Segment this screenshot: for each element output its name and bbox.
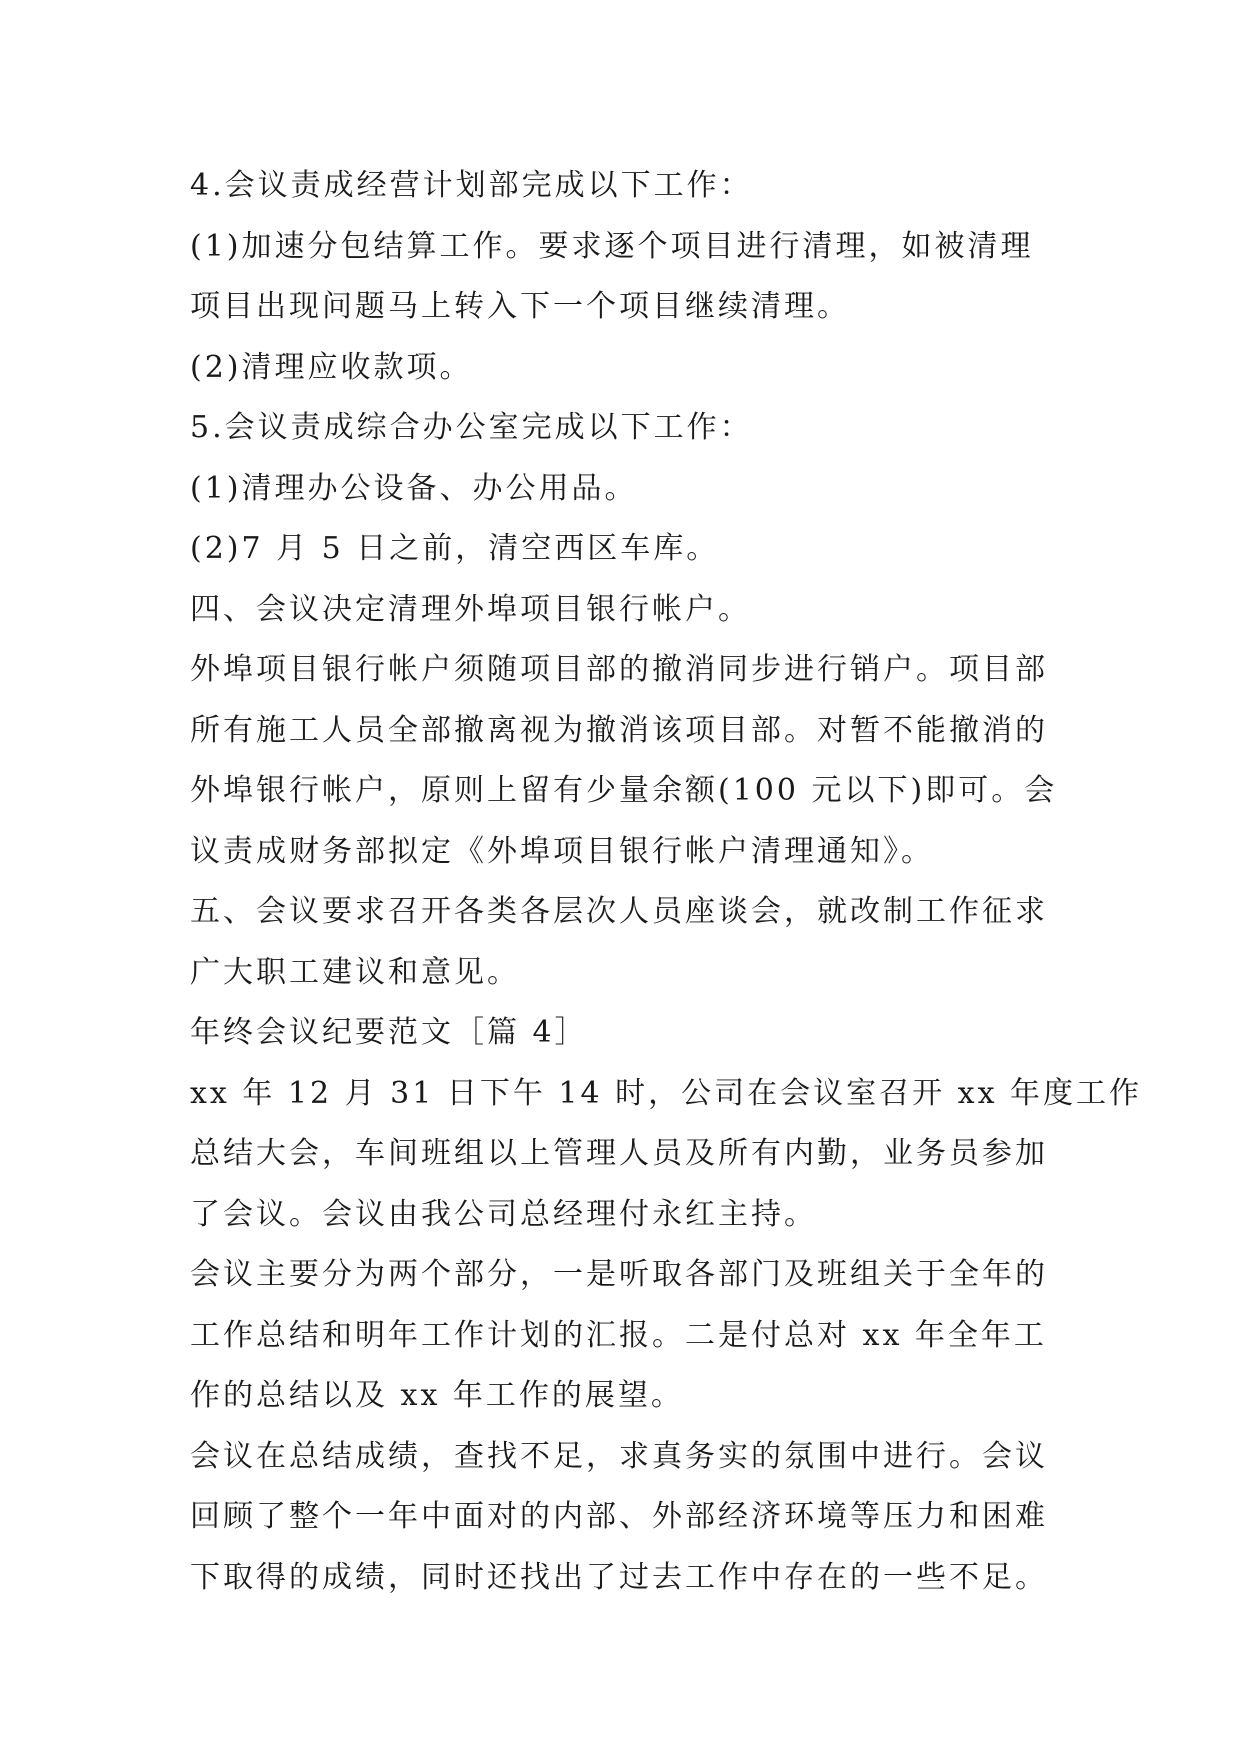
text-line: (2)清理应收款项。 xyxy=(190,349,473,385)
text-line: (2)7 月 5 日之前，清空西区车库。 xyxy=(190,531,720,566)
text-line: 会议在总结成绩，查找不足，求真务实的氛围中进行。会议 xyxy=(190,1438,1048,1474)
text-line: 项目出现问题马上转入下一个项目继续清理。 xyxy=(190,289,850,324)
text-line: 总结大会，车间班组以上管理人员及所有内勤，业务员参加 xyxy=(190,1136,1048,1171)
text-line: 外埠项目银行帐户须随项目部的撤消同步进行销户。项目部 xyxy=(190,652,1048,687)
text-line: 4.会议责成经营计划部完成以下工作： xyxy=(190,168,753,203)
text-line: 了会议。会议由我公司总经理付永红主持。 xyxy=(190,1196,817,1232)
document-body xyxy=(190,156,1143,1608)
text-line: (1)清理办公设备、办公用品。 xyxy=(190,470,638,506)
article-title: 年终会议纪要范文［篇 4］ xyxy=(190,1015,588,1050)
text-line: 回顾了整个一年中面对的内部、外部经济环境等压力和困难 xyxy=(190,1499,1048,1534)
text-line: 工作总结和明年工作计划的汇报。二是付总对 xx 年全年工 xyxy=(190,1317,1047,1353)
text-line: 议责成财务部拟定《外埠项目银行帐户清理通知》。 xyxy=(190,833,934,869)
text-line: 下取得的成绩，同时还找出了过去工作中存在的一些不足。 xyxy=(190,1559,1048,1595)
text-line: (1)加速分包结算工作。要求逐个项目进行清理，如被清理 xyxy=(190,228,1034,264)
section-heading: 五、会议要求召开各类各层次人员座谈会，就改制工作征求 xyxy=(190,894,1048,929)
text-line: 外埠银行帐户，原则上留有少量余额(100 元以下)即可。会 xyxy=(190,773,1058,808)
text-line: 广大职工建议和意见。 xyxy=(190,954,520,990)
text-line: 会议主要分为两个部分，一是听取各部门及班组关于全年的 xyxy=(190,1257,1048,1292)
text-line: 5.会议责成综合办公室完成以下工作： xyxy=(190,410,753,445)
text-line: 作的总结以及 xx 年工作的展望。 xyxy=(190,1378,684,1413)
section-heading: 四、会议决定清理外埠项目银行帐户。 xyxy=(190,591,751,627)
text-line: 所有施工人员全部撤离视为撤消该项目部。对暂不能撤消的 xyxy=(190,712,1048,748)
text-line: xx 年 12 月 31 日下午 14 时，公司在会议室召开 xx 年度工作 xyxy=(190,1075,1143,1111)
